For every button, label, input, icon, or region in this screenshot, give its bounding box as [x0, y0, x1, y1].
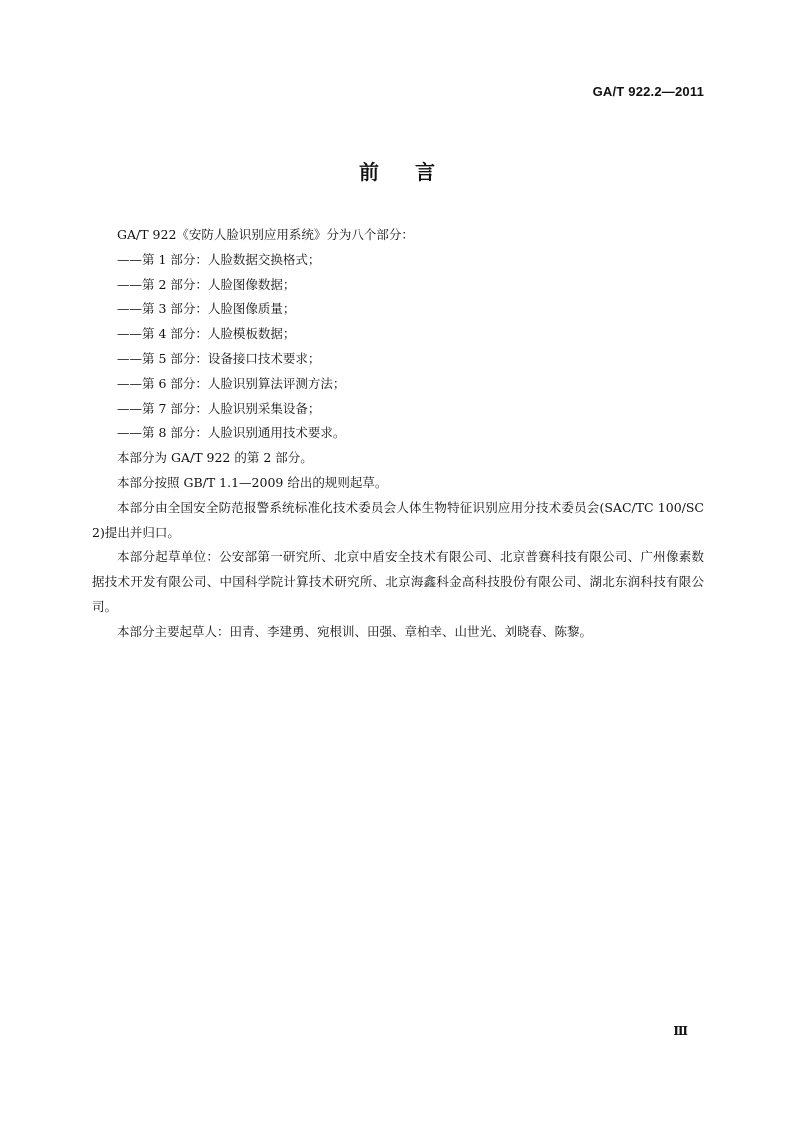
foreword-content	[92, 223, 704, 645]
drafters-paragraph: 本部分主要起草人：田青、李建勇、宛根训、田强、章柏幸、山世光、刘晓春、陈黎。	[117, 623, 593, 639]
list-item: ——第 2 部分：人脸图像数据；	[117, 276, 296, 292]
list-item: ——第 3 部分：人脸图像质量；	[117, 301, 296, 317]
list-item: ——第 5 部分：设备接口技术要求；	[117, 350, 321, 366]
list-item: ——第 1 部分：人脸数据交换格式；	[117, 251, 321, 267]
this-part-paragraph: 本部分为 GA/T 922 的第 2 部分。	[117, 450, 313, 466]
proposed-by-paragraph: 本部分由全国安全防范报警系统标准化技术委员会人体生物特征识别应用分技术委员会(SAC/TC 100/SC 2)提出并归口。	[92, 499, 704, 540]
page-number: Ⅲ	[673, 1024, 688, 1038]
list-item: ——第 8 部分：人脸识别通用技术要求。	[117, 425, 346, 441]
list-item: ——第 6 部分：人脸识别算法评测方法；	[117, 375, 346, 391]
page-title: 前言	[359, 160, 471, 184]
standard-code: GA/T 922.2—2011	[592, 84, 704, 99]
intro-paragraph: GA/T 922《安防人脸识别应用系统》分为八个部分：	[117, 227, 414, 242]
list-item: ——第 4 部分：人脸模板数据；	[117, 326, 296, 342]
list-item: ——第 7 部分：人脸识别采集设备；	[117, 400, 321, 416]
drafting-units-paragraph: 本部分起草单位：公安部第一研究所、北京中盾安全技术有限公司、北京普赛科技有限公司、广州像素数据技术开发有限公司、中国科学院计算技术研究所、北京海鑫科金高科技股份有限公司、湖北东润科技有限公司。	[92, 549, 704, 614]
drafting-rules-paragraph: 本部分按照 GB/T 1.1—2009 给出的规则起草。	[117, 474, 388, 490]
